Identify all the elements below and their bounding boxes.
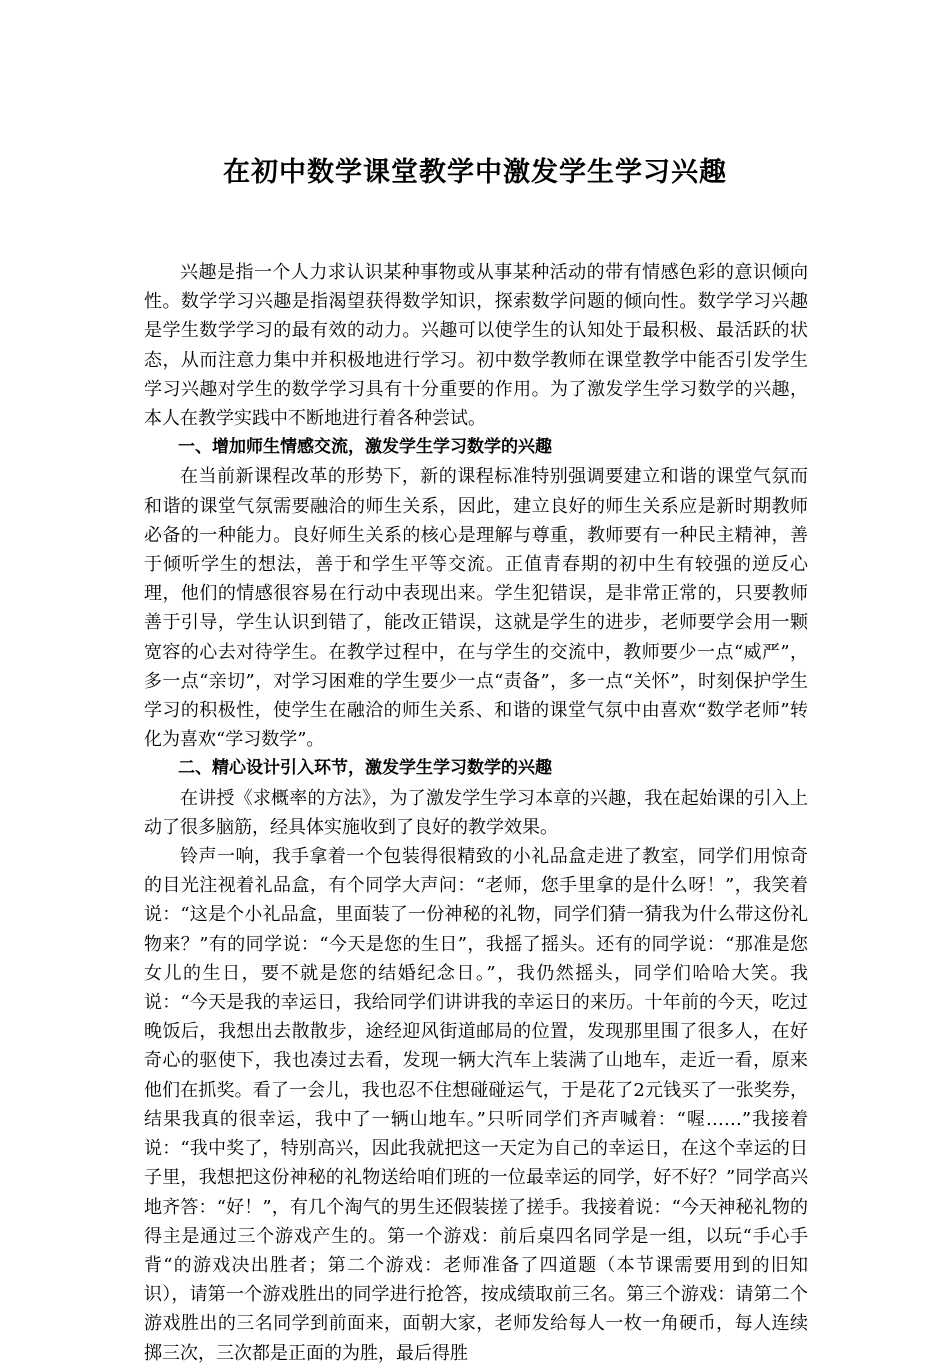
document-title: 在初中数学课堂教学中激发学生学习兴趣 bbox=[223, 157, 727, 188]
section-2-paragraph-1: 在讲授《求概率的方法》，为了激发学生学习本章的兴趣，我在起始课的引入上动了很多脑筋，经具体实施收到了良好的教学效果。 bbox=[144, 787, 808, 838]
section-1-heading: 一、增加师生情感交流，激发学生学习数学的兴趣 bbox=[178, 437, 552, 458]
document-body bbox=[144, 258, 808, 1368]
intro-paragraph: 兴趣是指一个人力求认识某种事物或从事某种活动的带有情感色彩的意识倾向性。数学学习兴趣是指渴望获得数学知识，探索数学问题的倾向性。数学学习兴趣是学生数学学习的最有效的动力。兴趣可以使学生的认知处于最积极、最活跃的状态，从而注意力集中并积极地进行学习。初中数学教师在课堂教学中能否引发学生学习兴趣对学生的数学学习具有十分重要的作用。为了激发学生学习数学的兴趣，本人在教学实践中不断地进行着各种尝试。 bbox=[144, 262, 808, 430]
section-2-paragraph-2: 铃声一响，我手拿着一个包装得很精致的小礼品盒走进了教室，同学们用惊奇的目光注视着礼品盒，有个同学大声问：“老师，您手里拿的是什么呀！”，我笑着说：“这是个小礼品盒，里面装了一份神秘的礼物，同学们猜一猜我为什么带这份礼物来？”有的同学说：“今天是您的生日”，我摇了摇头。还有的同学说：“那准是您女儿的生日，要不就是您的结婚纪念日。”，我仍然摇头，同学们哈哈大笑。我说：“今天是我的幸运日，我给同学们讲讲我的幸运日的来历。十年前的今天，吃过晚饭后，我想出去散散步，途经迎风街道邮局的位置，发现那里围了很多人，在好奇心的驱使下，我也凑过去看，发现一辆大汽车上装满了山地车，走近一看，原来他们在抓奖。看了一会儿，我也忍不住想碰碰运气，于是花了2元钱买了一张奖券，结果我真的很幸运，我中了一辆山地车。”只听同学们齐声喊着：“喔……”我接着说：“我中奖了，特别高兴，因此我就把这一天定为自己的幸运日，在这个幸运的日子里，我想把这份神秘的礼物送给咱们班的一位最幸运的同学，好不好？”同学高兴地齐答：“好！”，有几个淘气的男生还假装搓了搓手。我接着说：“今天神秘礼物的得主是通过三个游戏产生的。第一个游戏：前后桌四名同学是一组，以玩“手心手背“的游戏决出胜者；第二个游戏：老师准备了四道题（本节课需要用到的旧知识），请第一个游戏胜出的同学进行抢答，按成绩取前三名。第三个游戏：请第二个游戏胜出的三名同学到前面来，面朝大家，老师发给每人一枚一角硬币，每人连续掷三次，三次都是正面的为胜，最后得胜 bbox=[144, 846, 808, 1364]
section-1-paragraph: 在当前新课程改革的形势下，新的课程标准特别强调要建立和谐的课堂气氛而和谐的课堂气氛需要融洽的师生关系，因此，建立良好的师生关系应是新时期教师必备的一种能力。良好师生关系的核心是理解与尊重，教师要有一种民主精神，善于倾听学生的想法，善于和学生平等交流。正值青春期的初中生有较强的逆反心理，他们的情感很容易在行动中表现出来。学生犯错误，是非常正常的，只要教师善于引导，学生认识到错了，能改正错误，这就是学生的进步，老师要学会用一颗宽容的心去对待学生。在教学过程中，在与学生的交流中，教师要少一点“威严”，多一点“亲切”，对学习困难的学生要少一点“责备”，多一点“关怀”，时刻保护学生学习的积极性，使学生在融洽的师生关系、和谐的课堂气氛中由喜欢“数学老师”转化为喜欢“学习数学”。 bbox=[144, 466, 808, 751]
section-2-heading: 二、精心设计引入环节，激发学生学习数学的兴趣 bbox=[178, 758, 552, 779]
